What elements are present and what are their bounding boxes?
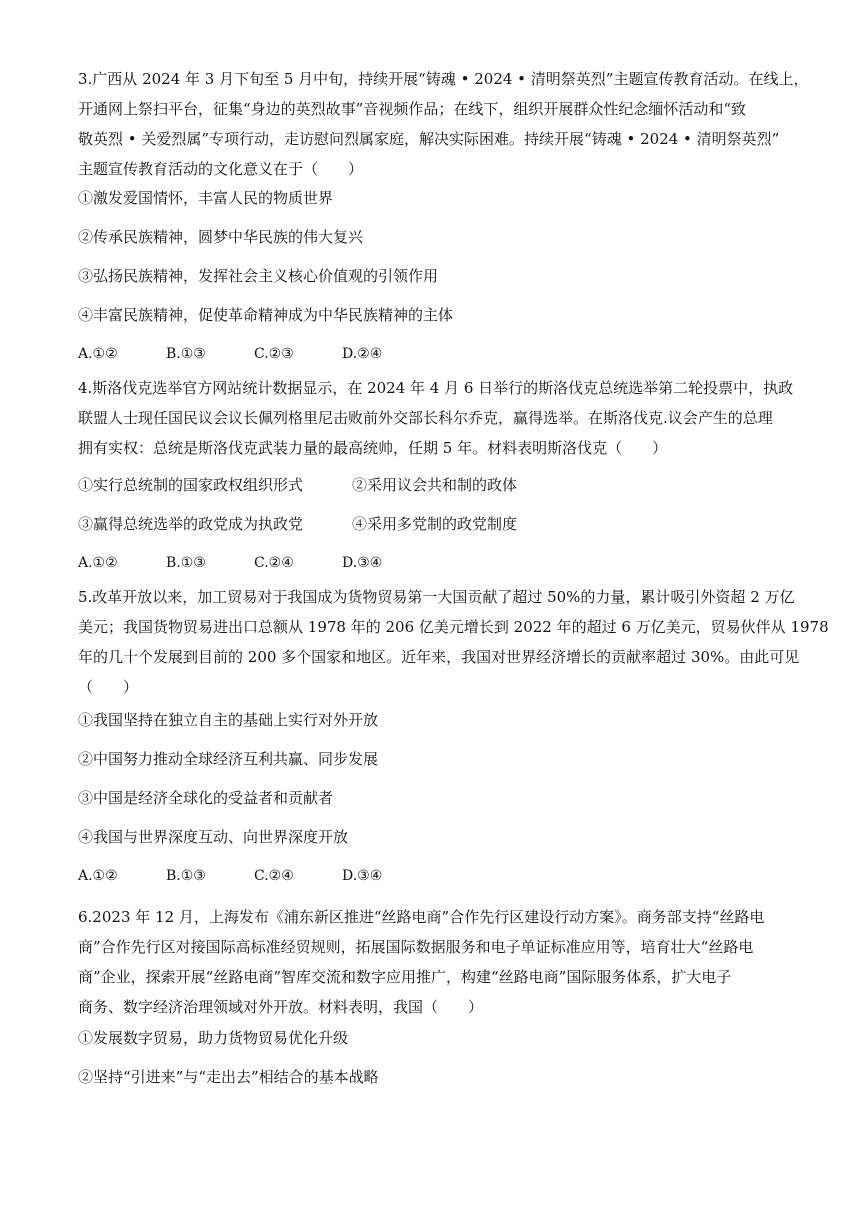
stem-line: 3.广西从 2024 年 3 月下旬至 5 月中旬，持续开展“铸魂 • 2024 • 清明祭英烈”主题宣传教育活动。在线上， [78,70,809,88]
stem-line: 美元；我国货物贸易进出口总额从 1978 年的 206 亿美元增长到 2022 年的超过 6 万亿美元，贸易伙伴从 1978 [78,618,829,636]
question-5-stem [78,582,829,702]
stem-line: 商”企业，探索开展“丝路电商”智库交流和数字应用推广，构建“丝路电商”国际服务体系，扩大电子 [78,968,732,986]
answer-choice-a: A.①② [78,346,118,362]
question-5-option-3: ③中国是经济全球化的受益者和贡献者 [78,789,334,807]
question-3-option-1: ①激发爱国情怀，丰富人民的物质世界 [78,189,334,207]
answer-choice-d: D.③④ [342,555,383,571]
question-4-answers [78,553,430,573]
question-3-option-4: ④丰富民族精神，促使革命精神成为中华民族精神的主体 [78,306,454,324]
question-5-option-2: ②中国努力推动全球经济互利共赢、同步发展 [78,750,379,768]
stem-line: 拥有实权：总统是斯洛伐克武装力量的最高统帅，任期 5 年。材料表明斯洛伐克（ ） [78,439,668,457]
question-6-option-2: ②坚持“引进来”与“走出去”相结合的基本战略 [78,1068,379,1086]
answer-choice-b: B.①③ [166,555,206,571]
question-5-answers [78,866,430,886]
answer-choice-c: C.②④ [254,555,294,571]
question-4-option-2: ②采用议会共和制的政体 [352,476,518,494]
stem-line: （ ） [78,678,139,696]
answer-choice-a: A.①② [78,555,118,571]
stem-line: 4.斯洛伐克选举官方网站统计数据显示，在 2024 年 4 月 6 日举行的斯洛伐克总统选举第二轮投票中，执政 [78,379,794,397]
question-5-option-1: ①我国坚持在独立自主的基础上实行对外开放 [78,711,379,729]
question-6-stem [78,902,788,1022]
stem-line: 敬英烈 • 关爱烈属”专项行动，走访慰问烈属家庭，解决实际困难。持续开展“铸魂 • 2024 • 清明祭英烈” [78,130,780,148]
question-4-stem [78,373,794,463]
question-3-option-3: ③弘扬民族精神，发挥社会主义核心价值观的引领作用 [78,267,439,285]
answer-choice-c: C.②③ [254,346,294,362]
answer-choice-b: B.①③ [166,346,206,362]
question-4-option-3: ③赢得总统选举的政党成为执政党 [78,515,304,533]
stem-line: 6.2023 年 12 月，上海发布《浦东新区推进“丝路电商”合作先行区建设行动方案》。商务部支持“丝路电 [78,908,765,926]
question-3-stem [78,64,809,184]
stem-line: 主题宣传教育活动的文化意义在于（ ） [78,160,364,178]
stem-line: 开通网上祭扫平台，征集“身边的英烈故事”音视频作品；在线下，组织开展群众性纪念缅怀活动和“致 [78,100,747,118]
question-6-option-1: ①发展数字贸易，助力货物贸易优化升级 [78,1029,349,1047]
stem-line: 联盟人士现任国民议会议长佩列格里尼击败前外交部长科尔乔克，赢得选举。在斯洛伐克.议会产生的总理 [78,409,773,427]
question-3-answers [78,344,430,364]
question-5-option-4: ④我国与世界深度互动、向世界深度开放 [78,828,349,846]
stem-line: 5.改革开放以来，加工贸易对于我国成为货物贸易第一大国贡献了超过 50%的力量，累计吸引外资超 2 万亿 [78,588,795,606]
answer-choice-b: B.①③ [166,868,206,884]
stem-line: 商”合作先行区对接国际高标准经贸规则，拓展国际数据服务和电子单证标准应用等，培育壮大“丝路电 [78,938,754,956]
stem-line: 年的几十个发展到目前的 200 多个国家和地区。近年来，我国对世界经济增长的贡献率超过 30%。由此可见 [78,648,800,666]
answer-choice-c: C.②④ [254,868,294,884]
stem-line: 商务、数字经济治理领域对外开放。材料表明，我国（ ） [78,998,484,1016]
answer-choice-d: D.②④ [342,346,383,362]
question-4-option-1: ①实行总统制的国家政权组织形式 [78,476,304,494]
answer-choice-a: A.①② [78,868,118,884]
question-3-option-2: ②传承民族精神，圆梦中华民族的伟大复兴 [78,228,364,246]
answer-choice-d: D.③④ [342,868,383,884]
question-4-option-4: ④采用多党制的政党制度 [352,515,518,533]
